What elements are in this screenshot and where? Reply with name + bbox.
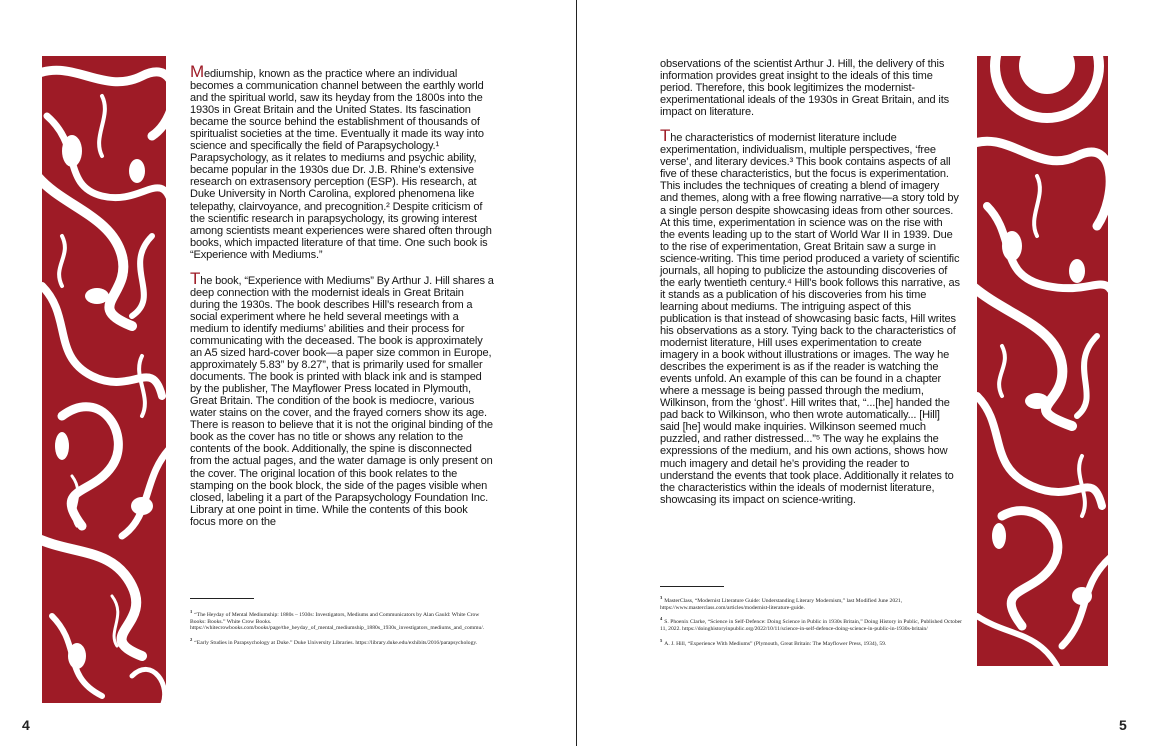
drop-cap: M <box>190 62 205 81</box>
footnote <box>660 595 965 611</box>
footnote-rule <box>660 586 724 587</box>
footnote <box>190 609 490 632</box>
right-footnotes <box>660 595 965 653</box>
footnote-number: 1 <box>190 609 193 614</box>
marbled-pattern-left <box>42 56 166 703</box>
footnote <box>660 616 965 632</box>
footnote-text: A. J. Hill, “Experience With Mediums” (Plymouth, Great Britain: The Mayflower Press, 1934), 59. <box>664 640 887 647</box>
marbled-pattern-right <box>977 56 1108 666</box>
footnote-number: 4 <box>660 616 663 622</box>
footnote-text: “Early Studies in Parapsychology at Duke.” Duke University Libraries. https://library.duke.edu/exhibits/2016/parapsychology. <box>194 640 478 647</box>
left-footnotes <box>190 609 490 652</box>
page-number: 4 <box>22 717 30 733</box>
right-page <box>577 0 1152 746</box>
footnote <box>190 637 490 647</box>
left-paragraph-1 <box>190 62 495 261</box>
right-body-text <box>660 58 960 506</box>
footnote-number: 2 <box>190 637 193 643</box>
footnote-text: “The Heyday of Mental Mediumship: 1880s – 1930s: Investigators, Mediums and Communicators by Alan Gauld: White Crow Books: Books.” White Crow Books. https://whitecrowbooks.com/books/page/the_heyday_of_mental_mediumship_1880s_1930s_investigators_mediums_and_commu/. <box>190 611 485 632</box>
footnote-text: MasterClass, “Modernist Literature Guide: Understanding Literary Modernism,” last Modified June 2021, https://www.masterclass.com/articles/modernist-literature-guide. <box>660 597 903 611</box>
paragraph-text: observations of the scientist Arthur J. Hill, the delivery of this information provides great insight to the ideals of this time period. Therefore, this book legitimizes the modernist-experimentational ideals of the 1930s in Great Britain, and its impact on literature. <box>660 58 949 119</box>
footnote-number: 5 <box>660 637 663 643</box>
swirl-pattern-graphic <box>977 56 1108 666</box>
drop-cap: T <box>190 268 201 288</box>
right-paragraph-2 <box>660 126 960 506</box>
footnote-text: S. Phoenix Clarke, “Science in Self-Defence: Doing Science in Public in 1930s Britain,” Doing History in Public, Published October 11, 2022. https://doinghistoryinpublic.org/2022/10/11/science-in-self-defence-doing-science-in-public-in-1930s-britain/ <box>660 619 962 633</box>
right-paragraph-1 <box>660 58 960 118</box>
page-number: 5 <box>1119 717 1127 733</box>
drop-cap: T <box>660 126 671 146</box>
paragraph-text: he book, “Experience with Mediums” By Arthur J. Hill shares a deep connection with the modernist ideals in Great Britain during the 1930s. The book describes Hill’s research from a social experiment where he held several meetings with a medium to identify mediums’ abilities and their process for communicating with the deceased. The book is approximately an A5 sized hard-cover book—a paper size common in Europe, approximately 5.83” by 8.27”, that is primarily used for smaller documents. The book is printed with black ink and is stamped by the publisher, The Mayflower Press located in Plymouth, Great Britain. The condition of the book is mediocre, various water stains on the cover, and the frayed corners show its age. There is reason to believe that it is not the original binding of the book as the cover has no title or shows any relation to the contents of the book. Additionally, the spine is disconnected from the actual pages, and the water damage is only present on the cover. The original location of this book relates to the stamping on the book block, the side of the pages visible when closed, labeling it a part of the Parapsychology Foundation Inc. Library at one point in time. While the contents of this book focus more on the <box>190 274 494 528</box>
swirl-pattern-graphic <box>42 56 166 703</box>
paragraph-text: ediumship, known as the practice where an individual becomes a communication channel between the earthly world and the spiritual world, saw its heyday from the 1800s into the 1930s in Great Britain and the United States. Its fascination became the source behind the establishment of thousands of spiritualist societies at the time. Eventually it made its way into science and specifically the field of Parapsychology.¹ Parapsychology, as it relates to mediums and psychic ability, became popular in the 1930s due Dr. J.B. Rhine’s extensive research on extrasensory perception (ESP). His research, at Duke University in North Carolina, explored phenomena like telepathy, clairvoyance, and precognition.² Despite criticism of the scientific research in parapsychology, its growing interest among scientists meant experiences were shared often through books, which impacted literature of that time. One such book is “Experience with Mediums.” <box>190 68 492 261</box>
paragraph-text: he characteristics of modernist literature include experimentation, individualism, multiple perspectives, ‘free verse’, and literary devices.³ This book contains aspects of all five of these characteristics, but the focus is experimentation. This includes the techniques of creating a blend of imagery and themes, along with a free flowing narrative—a story told by a single person despite showcasing ideas from other sources. At this time, experimentation in science was on the rise with the events leading up to the start of World War II in 1939. Due to the rise of experimentation, Great Britain saw a surge in science-writing. This time period produced a variety of scientific journals, all hoping to publicize the astounding discoveries of the early twentieth century.⁴ Hill’s book follows this narrative, as it stands as a publication of his discoveries from his time learning about mediums. The intriguing aspect of this publication is that instead of showcasing basic facts, Hill writes his observations as a story. Tying back to the characteristics of modernist literature, Hill uses experimentation to create imagery in a book without illustrations or images. The way he describes the experiment is as if the reader is watching the events unfold. An example of this can be found in a chapter where a message is being passed through the medium, Wilkinson, from the ‘ghost’. Hill writes that, “...[he] handed the pad back to Wilkinson, who then wrote automatically... [Hill] said [he] would make inquiries. Wilkinson seemed much puzzled, and rather distressed...”⁵ The way he explains the expressions of the medium, and his own actions, shows how much imagery and detail he’s providing the reader to understand the events that took place. Additionally it relates to the characteristics within the ideals of modernist literature, showcasing its impact on science-writing. <box>660 132 960 506</box>
left-body-text <box>190 62 495 528</box>
footnote-rule <box>190 598 254 599</box>
footnote-number: 3 <box>660 595 663 600</box>
footnote <box>660 638 965 648</box>
left-paragraph-2 <box>190 268 495 528</box>
